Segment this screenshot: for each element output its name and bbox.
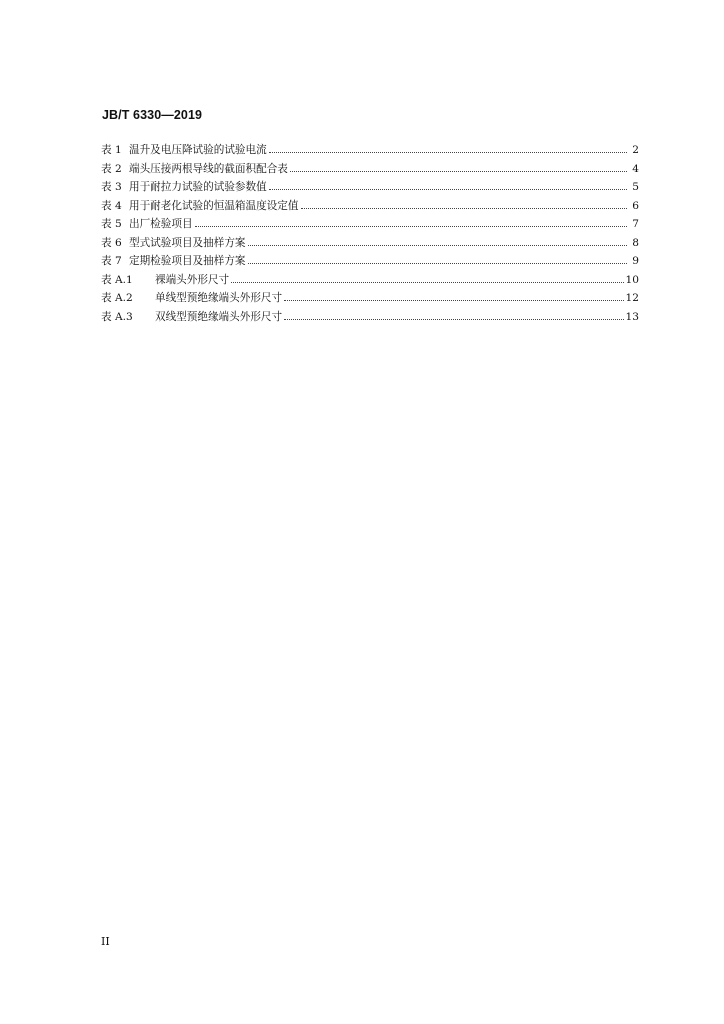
- toc-entry-title: 型式试验项目及抽样方案: [129, 236, 246, 249]
- toc-dot-leader: [231, 281, 623, 283]
- toc-entry-title: 定期检验项目及抽样方案: [129, 255, 246, 267]
- toc-entry[interactable]: [101, 290, 639, 309]
- toc-dot-leader: [269, 188, 627, 190]
- toc-entry[interactable]: [101, 161, 639, 180]
- toc-entry[interactable]: [101, 216, 639, 235]
- toc-dot-leader: [195, 225, 627, 227]
- toc-entry-page: 2: [632, 144, 639, 156]
- toc-entry-label: 表 A.1: [101, 273, 133, 286]
- toc-entry-label: 表 6: [101, 236, 122, 249]
- toc-entry-page: 10: [625, 273, 639, 286]
- toc-entry-label: 表 4: [101, 199, 122, 212]
- toc-entry-page: 13: [625, 310, 639, 323]
- toc-entry[interactable]: [101, 309, 639, 328]
- toc-entry-label: 表 A.2: [101, 292, 133, 304]
- toc-entry-label: 表 2: [101, 162, 122, 175]
- toc-entry-page: 12: [625, 292, 639, 304]
- toc-entry[interactable]: [101, 253, 639, 272]
- toc-dot-leader: [248, 262, 627, 264]
- page-number: II: [101, 935, 110, 948]
- toc-entry-page: 9: [632, 255, 639, 267]
- toc-entry-label: 表 5: [101, 218, 122, 230]
- toc-entry-page: 5: [632, 181, 639, 193]
- toc-entry-title: 单线型预绝缘端头外形尺寸: [155, 292, 283, 304]
- toc-entry[interactable]: [101, 142, 639, 161]
- toc-entry-title: 裸端头外形尺寸: [155, 273, 230, 286]
- toc-dot-leader: [284, 318, 623, 320]
- table-of-tables: [101, 142, 639, 327]
- toc-entry-title: 用于耐老化试验的恒温箱温度设定值: [129, 199, 299, 212]
- toc-entry-page: 4: [632, 162, 639, 175]
- toc-entry-title: 端头压接两根导线的截面积配合表: [129, 162, 288, 175]
- toc-entry-label: 表 7: [101, 255, 122, 267]
- toc-entry-label: 表 A.3: [101, 310, 133, 323]
- toc-entry[interactable]: [101, 198, 639, 217]
- toc-entry-label: 表 3: [101, 181, 122, 193]
- toc-entry-title: 温升及电压降试验的试验电流: [129, 144, 267, 156]
- toc-entry-page: 7: [632, 218, 639, 230]
- toc-entry-title: 用于耐拉力试验的试验参数值: [129, 181, 267, 193]
- toc-dot-leader: [301, 207, 628, 209]
- toc-dot-leader: [290, 170, 627, 172]
- toc-entry-page: 8: [632, 236, 639, 249]
- toc-entry[interactable]: [101, 235, 639, 254]
- toc-dot-leader: [269, 151, 627, 153]
- toc-entry-title: 出厂检验项目: [129, 218, 193, 230]
- toc-entry-page: 6: [632, 199, 639, 212]
- toc-entry-title: 双线型预绝缘端头外形尺寸: [155, 310, 283, 323]
- toc-dot-leader: [248, 244, 627, 246]
- toc-entry-label: 表 1: [101, 144, 122, 156]
- document-number: JB/T 6330—2019: [102, 108, 203, 122]
- toc-entry[interactable]: [101, 179, 639, 198]
- toc-entry[interactable]: [101, 272, 639, 291]
- toc-dot-leader: [284, 299, 623, 301]
